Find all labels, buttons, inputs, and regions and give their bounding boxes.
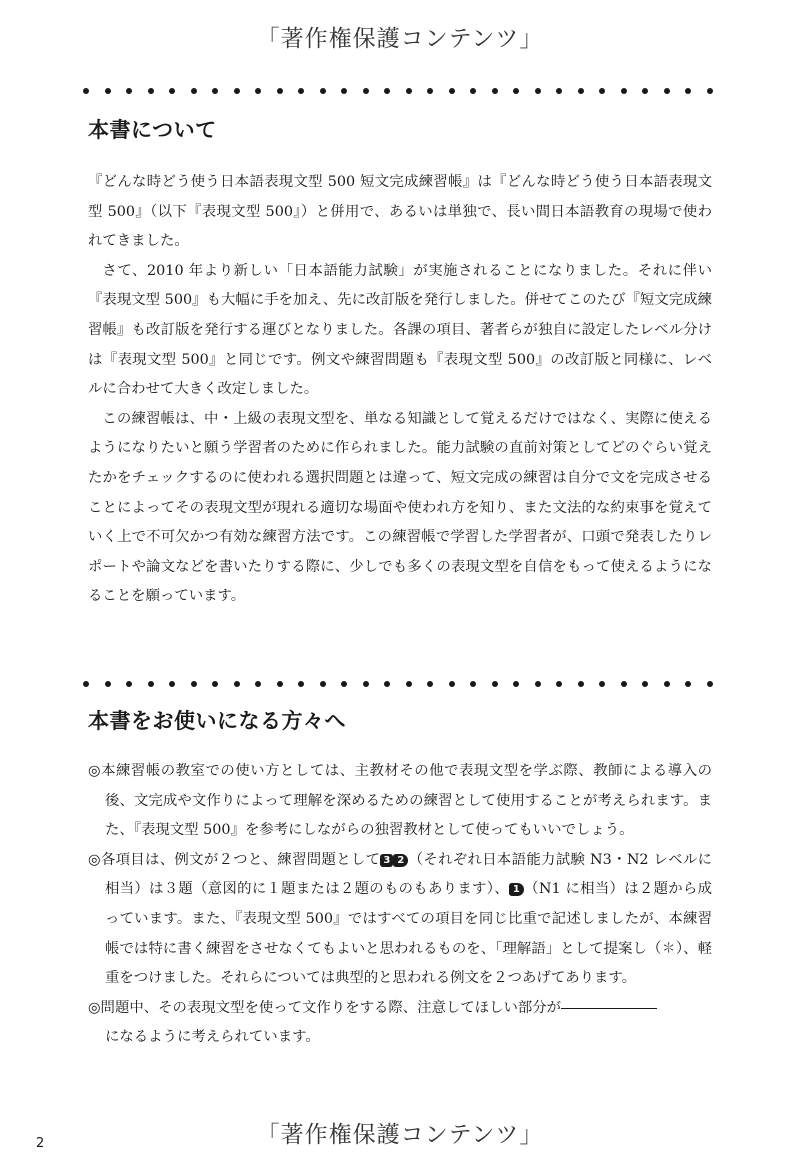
about-paragraph-3: この練習帳は、中・上級の表現文型を、単なる知識として覚えるだけではなく、実際に使えるようになりたいと願う学習者のために作られました。能力試験の直前対策としてどのぐらい覚えたかをチェックするのに使われる選択問題とは違って、短文完成の練習は自分で文を完成させることによってその表現文型が現れる適切な場面や使われ方を知り、また文法的な約束事を覚えていく上で不可欠かつ有効な練習方法です。この練習帳で学習した学習者が、口頭で発表したりレポートや論文などを書いたりする際に、少しでも多くの表現文型を自信をもって使えるようになることを願っています。 <box>88 410 712 605</box>
divider-dot <box>642 88 648 94</box>
divider-dot <box>212 88 218 94</box>
divider-dot <box>298 681 304 687</box>
divider-dot <box>126 681 132 687</box>
dotted-divider-2 <box>83 679 713 689</box>
divider-dot <box>621 88 627 94</box>
divider-dot <box>427 88 433 94</box>
divider-dot <box>707 88 713 94</box>
divider-dot <box>685 88 691 94</box>
divider-dot <box>363 681 369 687</box>
divider-dot <box>642 681 648 687</box>
underline-blank <box>561 1007 657 1009</box>
divider-dot <box>105 88 111 94</box>
about-paragraph-1: 『どんな時どう使う日本語表現文型 500 短文完成練習帳』は『どんな時どう使う日本語表現文型 500』（以下『表現文型 500』）と併用で、あるいは単独で、長い間日本語教育の現場で使われてきました。 <box>88 174 712 250</box>
level-3-badge-icon: 3 <box>380 854 393 867</box>
divider-dot <box>513 88 519 94</box>
divider-dot <box>470 88 476 94</box>
divider-dot <box>234 88 240 94</box>
divider-dot <box>449 681 455 687</box>
divider-dot <box>277 88 283 94</box>
divider-dot <box>406 88 412 94</box>
divider-dot <box>427 681 433 687</box>
divider-dot <box>105 681 111 687</box>
divider-dot <box>320 88 326 94</box>
divider-dot <box>255 88 261 94</box>
divider-dot <box>341 681 347 687</box>
divider-dot <box>83 88 89 94</box>
divider-dot <box>363 88 369 94</box>
divider-dot <box>685 681 691 687</box>
divider-dot <box>212 681 218 687</box>
dotted-divider-1 <box>83 86 713 96</box>
usage-note-2-text-b: （それぞれ日本語能力試験 N3・N2 レベルに相当）は３題（意図的に１題または２題のものもあります）、 <box>105 851 712 898</box>
usage-note-1: ◎本練習帳の教室での使い方としては、主教材その他で表現文型を学ぶ際、教師による導入の後、文完成や文作りによって理解を深めるための練習として使用することが考えられます。また、『表現文型 500』を参考にしながらの独習教材として使ってもいいでしょう。 <box>88 763 712 839</box>
divider-dot <box>535 88 541 94</box>
page-number: 2 <box>36 1136 45 1151</box>
divider-dot <box>449 88 455 94</box>
divider-dot <box>599 88 605 94</box>
divider-dot <box>83 681 89 687</box>
divider-dot <box>492 681 498 687</box>
level-1-badge-icon: 1 <box>509 883 524 896</box>
divider-dot <box>470 681 476 687</box>
divider-dot <box>277 681 283 687</box>
divider-dot <box>599 681 605 687</box>
divider-dot <box>169 681 175 687</box>
usage-note-3-text-b: になるように考えられています。 <box>105 1029 320 1046</box>
divider-dot <box>535 681 541 687</box>
divider-dot <box>384 681 390 687</box>
divider-dot <box>255 681 261 687</box>
about-section-body <box>88 168 712 612</box>
divider-dot <box>556 88 562 94</box>
divider-dot <box>148 681 154 687</box>
divider-dot <box>513 681 519 687</box>
about-paragraph-2: さて、2010 年より新しい「日本語能力試験」が実施されることになりました。それに伴い『表現文型 500』も大幅に手を加え、先に改訂版を発行しました。併せてこのたび『短文完成練習帳』も改訂版を発行する運びとなりました。各課の項目、著者らが独自に設定したレベル分けは『表現文型 500』と同じです。例文や練習問題も『表現文型 500』の改訂版と同様に、レベルに合わせて大きく改定しました。 <box>88 262 712 398</box>
divider-dot <box>191 681 197 687</box>
watermark-top: 「著作権保護コンテンツ」 <box>256 26 544 52</box>
divider-dot <box>191 88 197 94</box>
divider-dot <box>578 88 584 94</box>
divider-dot <box>384 88 390 94</box>
divider-dot <box>664 88 670 94</box>
divider-dot <box>298 88 304 94</box>
divider-dot <box>169 88 175 94</box>
usage-note-2-text-c: （N1 に相当）は２題から成っています。また、『表現文型 500』ではすべての項目を同じ比重で記述しましたが、本練習帳では特に書く練習をさせなくてもよいと思われるものを、「理解語」として提案し（✽）、軽重をつけました。それらについては典型的と思われる例文を２つあげてあります。 <box>105 881 712 987</box>
divider-dot <box>556 681 562 687</box>
divider-dot <box>664 681 670 687</box>
divider-dot <box>341 88 347 94</box>
divider-dot <box>707 681 713 687</box>
usage-note-3 <box>88 994 712 1053</box>
usage-note-2 <box>88 846 712 994</box>
section-heading-about: 本書について <box>88 118 217 142</box>
divider-dot <box>406 681 412 687</box>
usage-note-3-text-a: ◎問題中、その表現文型を使って文作りをする際、注意してほしい部分が <box>88 999 562 1016</box>
divider-dot <box>234 681 240 687</box>
divider-dot <box>126 88 132 94</box>
usage-note-2-text-a: ◎各項目は、例文が２つと、練習問題として <box>88 851 381 868</box>
divider-dot <box>320 681 326 687</box>
section-heading-for-users: 本書をお使いになる方々へ <box>88 709 346 733</box>
usage-notes-list <box>88 757 712 1053</box>
divider-dot <box>148 88 154 94</box>
divider-dot <box>492 88 498 94</box>
watermark-bottom: 「著作権保護コンテンツ」 <box>256 1122 544 1148</box>
level-2-badge-icon: 2 <box>393 854 408 867</box>
divider-dot <box>621 681 627 687</box>
divider-dot <box>578 681 584 687</box>
